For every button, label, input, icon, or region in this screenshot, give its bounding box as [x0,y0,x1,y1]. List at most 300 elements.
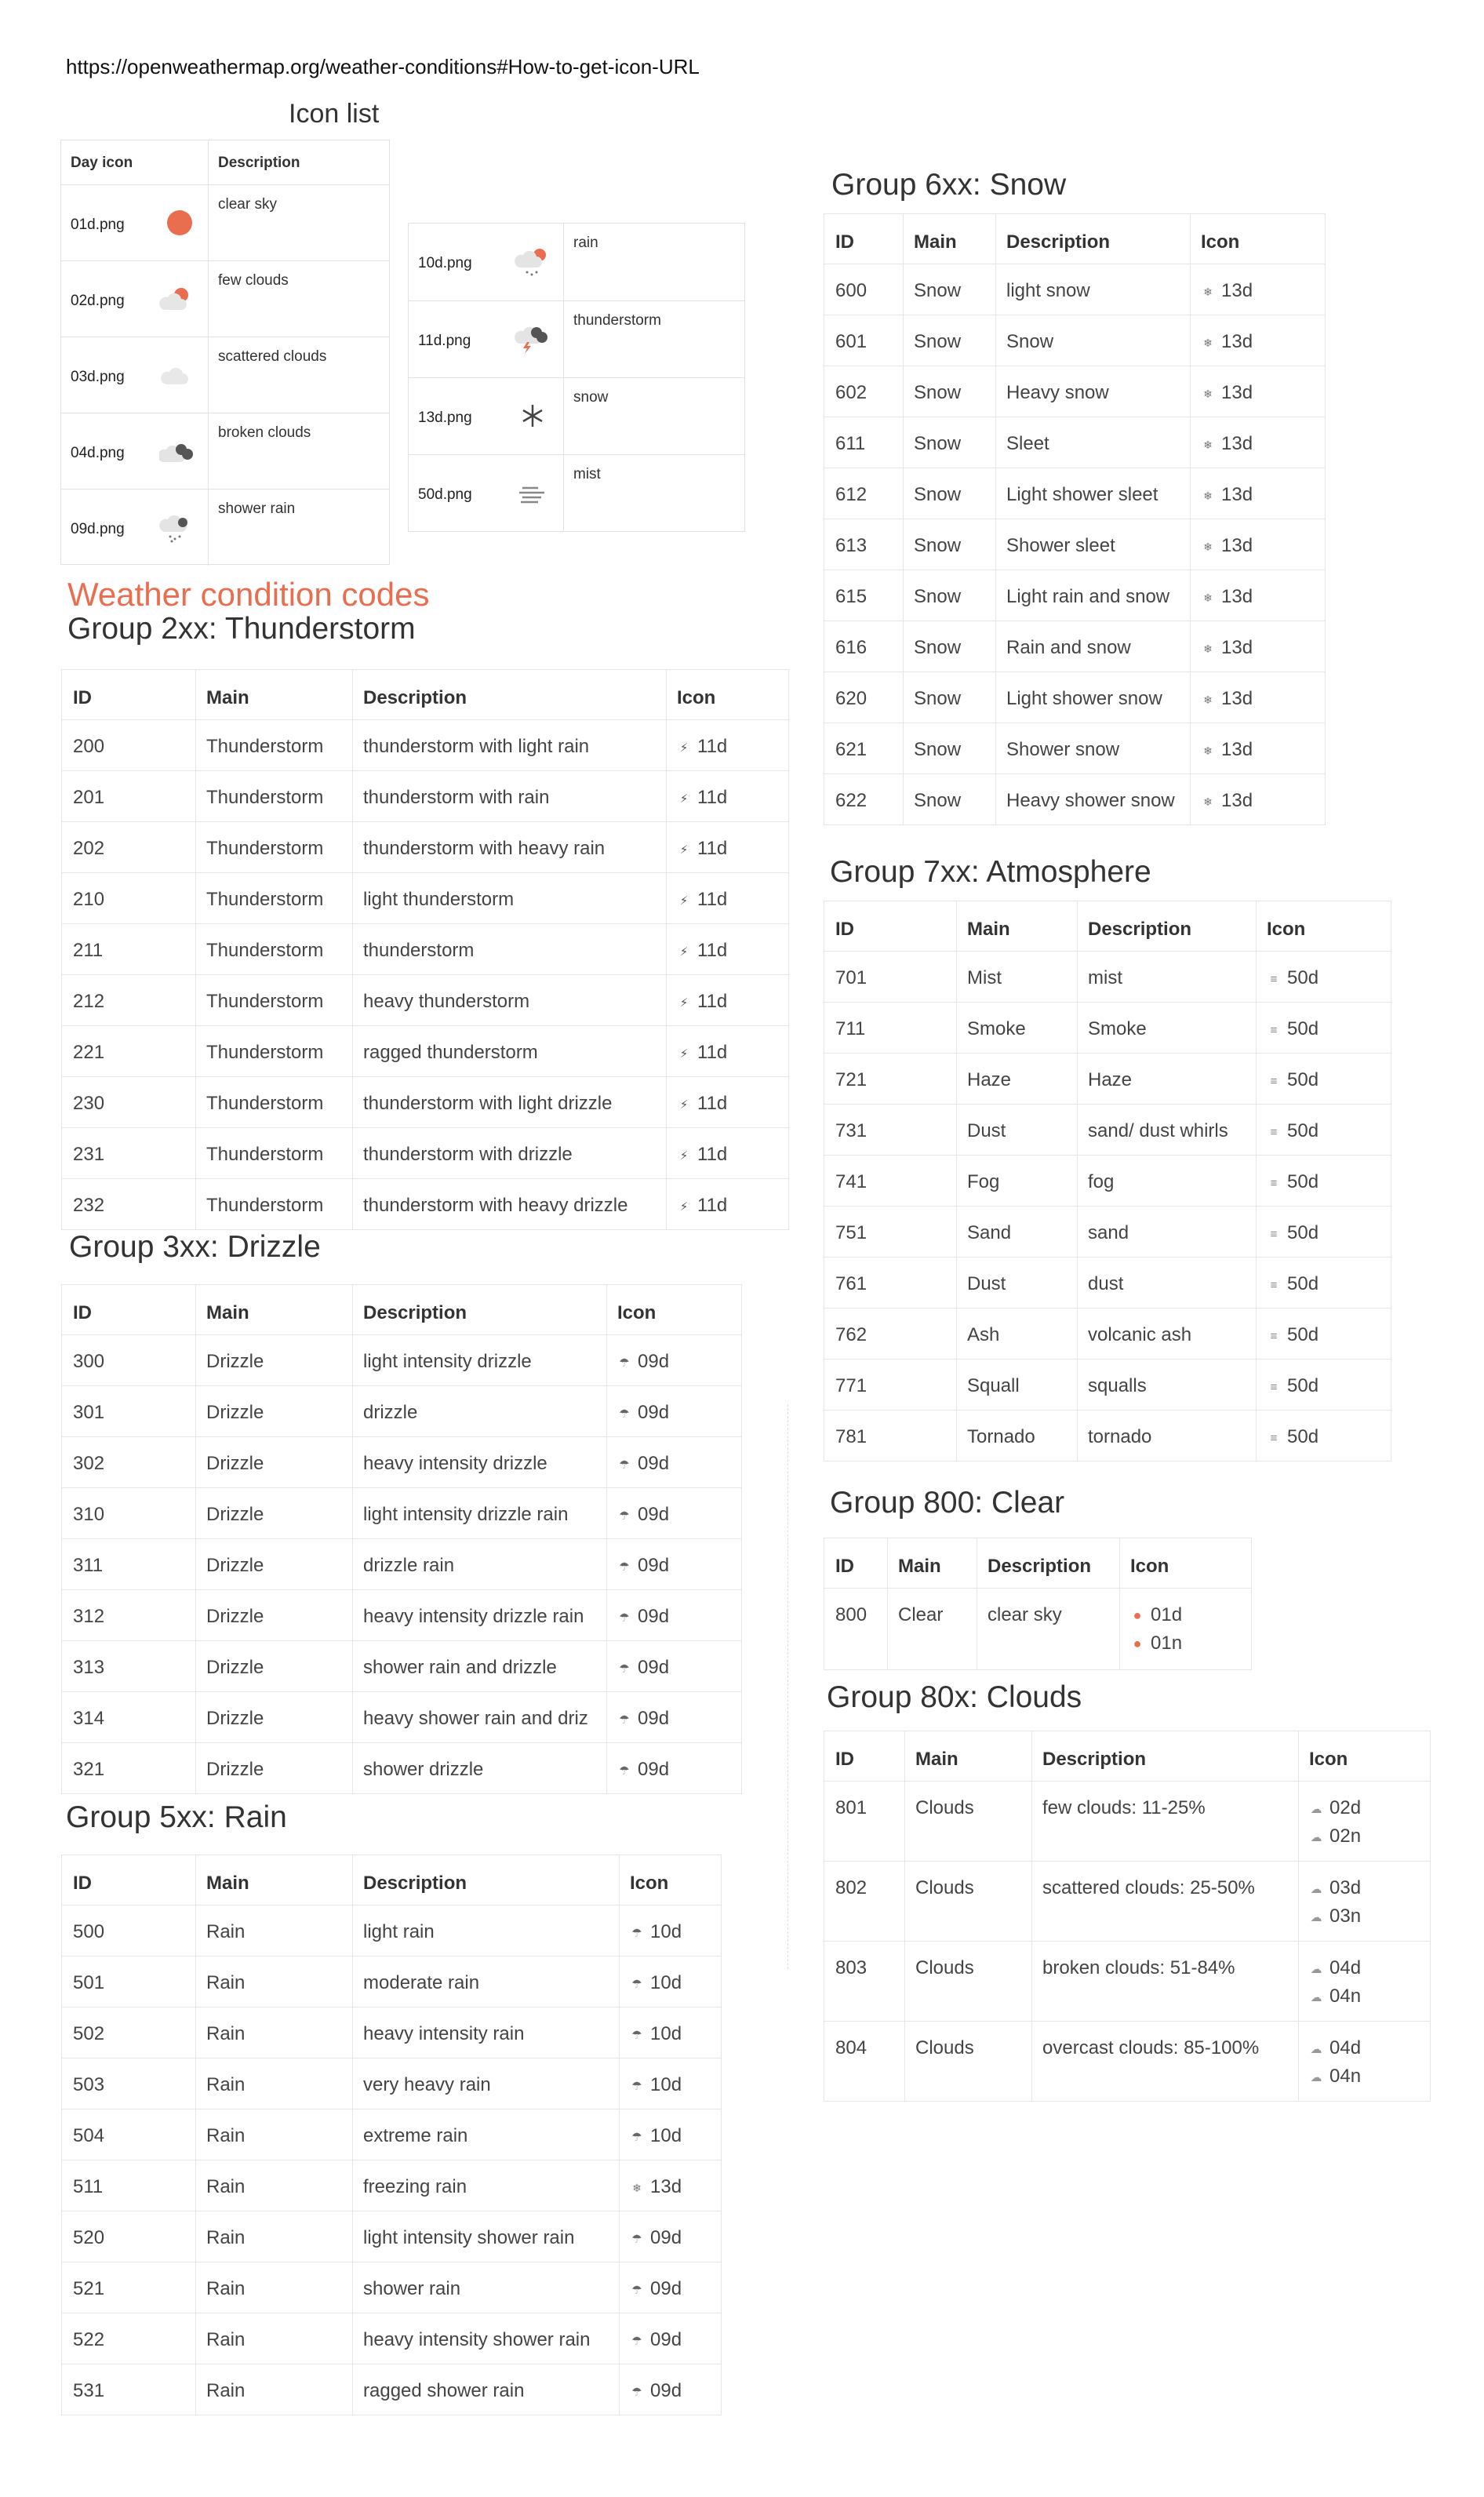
row-main: Drizzle [206,1657,264,1678]
sun-icon: ● [1133,1607,1142,1623]
row-id: 501 [73,1972,105,1993]
icon-code: 13d [1221,535,1253,556]
row-description: light intensity drizzle rain [363,1504,569,1525]
row-description: Light shower snow [1006,688,1162,709]
row-id: 503 [73,2074,105,2095]
row-id: 711 [835,1018,866,1039]
table-header [62,669,788,720]
icon-code: 13d [1221,586,1253,607]
header-icon: Icon [617,1302,657,1323]
header-icon: Icon [630,1873,669,1894]
shower-rain-icon: ☂ [619,1407,630,1421]
snowflake-icon: ❄ [1203,591,1213,604]
row-description: ragged thunderstorm [363,1042,538,1063]
table-row [62,1025,788,1077]
row-icon [1199,688,1253,710]
table-row [62,1178,788,1230]
row-icon [675,787,727,809]
icon-list-row [61,260,389,337]
thunderstorm-icon [515,323,551,355]
table-row [62,2109,721,2160]
icon-code: 11d [697,736,728,757]
icon-code: 10d [650,1972,682,1993]
row-id: 521 [73,2278,105,2299]
divider [787,1404,789,1969]
row-main: Drizzle [206,1555,264,1576]
icon-code: 10d [650,2125,682,2146]
row-icon [1199,382,1253,404]
row-id: 751 [835,1222,867,1243]
icon-code: 13d [1221,280,1253,301]
icon-description: rain [573,235,598,251]
row-main: Snow [914,637,962,658]
icon-file-name: 02d.png [71,293,125,309]
cloud-icon: ☁ [1310,1883,1322,1896]
row-icon [628,2074,682,2096]
icon-code: 04d [1329,1957,1362,1978]
row-id: 701 [835,967,867,988]
header-main: Main [915,1749,958,1770]
shower-rain-icon: ☂ [619,1458,630,1472]
icon-code: 09d [650,2227,682,2248]
row-description: light thunderstorm [363,889,515,910]
snowflake-icon [515,400,551,431]
row-description: Rain and snow [1006,637,1131,658]
row-main: Drizzle [206,1402,264,1423]
row-description: few clouds: 11-25% [1042,1797,1206,1818]
table-row [62,923,788,975]
table-row [62,2007,721,2058]
row-description: light rain [363,1921,435,1942]
row-main: Drizzle [206,1453,264,1474]
row-main: Thunderstorm [206,736,324,757]
table-header [824,1538,1251,1589]
snowflake-icon: ❄ [1203,439,1213,451]
row-icon [616,1606,669,1628]
group-7xx-table [824,901,1391,1461]
row-id: 511 [73,2176,104,2197]
row-main: Snow [914,331,962,352]
row-description: Sleet [1006,433,1049,454]
rain-icon [515,246,551,277]
row-description: Heavy snow [1006,382,1109,403]
row-description: Snow [1006,331,1054,352]
row-icon [675,736,727,758]
header-icon: Icon [1267,919,1306,940]
row-icon [616,1351,669,1373]
table-row [824,951,1391,1003]
snowflake-icon: ❄ [1203,337,1213,349]
row-main: Dust [967,1273,1006,1294]
icon-description: clear sky [218,196,277,213]
row-icon [675,889,727,911]
icon-description: scattered clouds [218,348,327,365]
table-row [824,1104,1391,1156]
icon-list-row [61,489,389,566]
header-id: ID [835,1556,854,1577]
icon-code: 11d [697,889,728,910]
row-id: 601 [835,331,867,352]
table-row [824,723,1325,774]
row-main: Rain [206,2176,246,2197]
icon-file-name: 13d.png [418,409,472,426]
table-row [824,1308,1391,1360]
table-row [62,770,788,822]
row-id: 802 [835,1877,867,1898]
shower-rain-icon: ☂ [619,1356,630,1370]
icon-list-row [409,377,744,455]
header-main: Main [914,231,957,253]
row-main: Drizzle [206,1351,264,1372]
group-5xx-title: Group 5xx: Rain [66,1800,287,1834]
row-description: thunderstorm with heavy drizzle [363,1195,628,1216]
row-description: heavy intensity drizzle [363,1453,547,1474]
icon-description: snow [573,389,609,406]
row-icon [1265,1222,1319,1244]
row-description: light intensity drizzle [363,1351,532,1372]
header-id: ID [73,1873,92,1894]
row-description: heavy intensity rain [363,2023,525,2044]
row-main: Snow [914,535,962,556]
row-main: Clouds [915,1797,974,1818]
table-header [824,1731,1430,1782]
row-icon [628,1921,682,1943]
row-description: heavy intensity drizzle rain [363,1606,584,1627]
shower-rain-icon: ☂ [619,1560,630,1574]
row-icon [628,2329,682,2351]
row-icon [1308,2066,1361,2088]
row-icon [1265,967,1319,989]
row-main: Tornado [967,1426,1035,1447]
icon-code: 11d [697,1093,728,1114]
row-icon [628,2227,682,2249]
row-main: Thunderstorm [206,1093,324,1114]
shower-rain-icon: ☂ [619,1713,630,1727]
header-desc: Description [363,1873,467,1894]
row-icon [1199,586,1253,608]
table-row [824,1002,1391,1054]
row-icon [628,2278,682,2300]
row-description: freezing rain [363,2176,467,2197]
rain-icon: ☂ [631,2029,642,2042]
icon-list-row [61,337,389,413]
row-main: Snow [914,790,962,811]
row-id: 622 [835,790,867,811]
cloud-icon: ☁ [1310,2043,1322,2056]
row-description: drizzle [363,1402,418,1423]
table-row [824,519,1325,570]
row-id: 761 [835,1273,867,1294]
row-description: dust [1088,1273,1124,1294]
group-800-title: Group 800: Clear [830,1486,1065,1520]
table-row [824,264,1325,315]
row-icon [675,1144,727,1166]
row-main: Rain [206,2227,246,2248]
table-row [62,719,788,771]
row-id: 300 [73,1351,105,1372]
row-description: fog [1088,1171,1115,1192]
row-id: 804 [835,2037,867,2058]
row-description: clear sky [988,1604,1062,1625]
header-main: Main [206,1873,249,1894]
icon-code: 11d [697,787,728,808]
row-description: shower rain [363,2278,461,2299]
snowflake-icon: ❄ [1203,642,1213,655]
row-main: Snow [914,433,962,454]
row-description: thunderstorm with light rain [363,736,590,757]
table-row [824,2021,1430,2102]
row-description: squalls [1088,1375,1147,1396]
table-row [62,2058,721,2109]
shower-rain-icon [159,511,195,543]
row-main: Smoke [967,1018,1026,1039]
header-desc: Description [988,1556,1092,1577]
icon-code: 09d [638,1657,670,1678]
row-id: 620 [835,688,867,709]
table-row [62,1640,741,1692]
row-icon [1199,637,1253,659]
mist-icon: ≡ [1270,973,1278,986]
row-description: heavy thunderstorm [363,991,530,1012]
row-id: 616 [835,637,867,658]
row-description: drizzle rain [363,1555,455,1576]
row-description: thunderstorm with rain [363,787,550,808]
row-id: 231 [73,1144,105,1165]
row-description: broken clouds: 51-84% [1042,1957,1235,1978]
row-icon [1199,280,1253,302]
row-icon [675,991,727,1013]
header-id: ID [835,1749,854,1770]
icon-code: 01n [1151,1633,1183,1654]
row-icon [1308,1957,1361,1979]
row-icon [1265,1426,1319,1448]
row-icon [616,1453,669,1475]
row-id: 801 [835,1797,867,1818]
icon-code: 11d [697,838,728,859]
thunderstorm-icon: ⚡ [679,843,689,857]
icon-list-row [409,224,744,300]
row-main: Thunderstorm [206,991,324,1012]
thunderstorm-icon: ⚡ [679,792,689,806]
row-description: Smoke [1088,1018,1147,1039]
row-description: Haze [1088,1069,1133,1090]
row-id: 311 [73,1555,104,1576]
col-description: Description [218,155,300,171]
row-icon [616,1759,669,1781]
icon-code: 50d [1287,1120,1319,1141]
row-main: Dust [967,1120,1006,1141]
row-description: ragged shower rain [363,2380,525,2401]
row-main: Clear [898,1604,944,1625]
row-icon [628,2380,682,2402]
table-row [62,974,788,1026]
row-id: 221 [73,1042,105,1063]
row-main: Drizzle [206,1759,264,1780]
icon-code: 11d [697,991,728,1012]
row-main: Drizzle [206,1708,264,1729]
icon-list-row [61,184,389,261]
row-icon [1308,1877,1361,1899]
icon-code: 50d [1287,1018,1319,1039]
row-main: Thunderstorm [206,940,324,961]
icon-code: 09d [638,1759,670,1780]
thunderstorm-icon: ⚡ [679,1200,689,1214]
icon-code: 09d [650,2380,682,2401]
table-row [62,2262,721,2313]
row-description: shower rain and drizzle [363,1657,557,1678]
icon-code: 10d [650,1921,682,1942]
row-description: volcanic ash [1088,1324,1192,1345]
row-id: 602 [835,382,867,403]
table-row [824,366,1325,417]
snowflake-icon: ❄ [1203,541,1213,553]
row-description: mist [1088,967,1122,988]
row-description: thunderstorm with heavy rain [363,838,606,859]
row-description: heavy intensity shower rain [363,2329,591,2350]
shower-rain-icon: ☂ [619,1509,630,1523]
header-id: ID [73,1302,92,1323]
row-id: 613 [835,535,867,556]
snowflake-icon: ❄ [1203,388,1213,400]
icon-file-name: 10d.png [418,255,472,271]
icon-file-name: 03d.png [71,369,125,385]
row-main: Rain [206,2278,246,2299]
row-icon [616,1555,669,1577]
icon-code: 09d [638,1402,670,1423]
mist-icon: ≡ [1270,1126,1278,1139]
snowflake-icon: ❄ [1203,490,1213,502]
row-id: 504 [73,2125,105,2146]
group-7xx-title: Group 7xx: Atmosphere [830,855,1151,889]
row-icon [616,1657,669,1679]
table-row [62,2313,721,2364]
col-day-icon: Day icon [71,155,133,171]
row-description: Shower sleet [1006,535,1115,556]
group-6xx-table [824,213,1326,825]
row-id: 500 [73,1921,105,1942]
icon-code: 50d [1287,1171,1319,1192]
row-id: 321 [73,1759,105,1780]
section-title: Weather condition codes [67,576,430,613]
row-id: 202 [73,838,105,859]
table-row [62,821,788,873]
row-main: Rain [206,2380,246,2401]
group-6xx-title: Group 6xx: Snow [831,168,1067,202]
icon-code: 11d [697,1144,728,1165]
table-header [824,901,1391,952]
shower-rain-icon: ☂ [631,2284,642,2297]
shower-rain-icon: ☂ [619,1611,630,1625]
shower-rain-icon: ☂ [619,1662,630,1676]
page-url[interactable]: https://openweathermap.org/weather-conditions#How-to-get-icon-URL [66,55,700,78]
cloud-icon: ☁ [1310,1991,1322,2004]
icon-list-right-table [408,223,745,532]
icon-description: mist [573,466,601,482]
row-main: Drizzle [206,1504,264,1525]
thunderstorm-icon: ⚡ [679,1047,689,1061]
icon-code: 09d [638,1453,670,1474]
icon-code: 09d [638,1555,670,1576]
snowflake-icon: ❄ [1203,286,1213,298]
group-800-table [824,1538,1252,1670]
icon-code: 50d [1287,1375,1319,1396]
group-3xx-title: Group 3xx: Drizzle [69,1230,321,1264]
icon-code: 10d [650,2023,682,2044]
icon-code: 11d [697,1042,728,1063]
row-main: Snow [914,739,962,760]
header-id: ID [835,919,854,940]
icon-code: 50d [1287,967,1319,988]
header-icon: Icon [1201,231,1240,253]
thunderstorm-icon: ⚡ [679,894,689,908]
table-row [824,672,1325,723]
row-description: extreme rain [363,2125,468,2146]
icon-code: 50d [1287,1324,1319,1345]
row-description: heavy shower rain and driz [363,1708,588,1729]
table-row [62,2364,721,2415]
row-icon [1265,1171,1319,1193]
table-row [62,2211,721,2262]
table-row [62,1127,788,1179]
icon-file-name: 04d.png [71,445,125,461]
row-icon [1265,1018,1319,1040]
row-icon [616,1402,669,1424]
row-description: light intensity shower rain [363,2227,575,2248]
row-description: overcast clouds: 85-100% [1042,2037,1260,2058]
table-row [62,1436,741,1488]
row-main: Snow [914,586,962,607]
icon-code: 50d [1287,1273,1319,1294]
row-description: Shower snow [1006,739,1120,760]
header-id: ID [835,231,854,253]
icon-file-name: 01d.png [71,217,125,233]
icon-code: 04n [1329,2066,1362,2087]
row-id: 314 [73,1708,105,1729]
row-main: Ash [967,1324,1000,1345]
icon-code: 03d [1329,1877,1362,1898]
row-id: 621 [835,739,867,760]
row-id: 741 [835,1171,867,1192]
row-icon [675,1042,727,1064]
row-main: Haze [967,1069,1012,1090]
icon-code: 13d [1221,688,1253,709]
row-icon [1199,535,1253,557]
icon-code: 09d [650,2329,682,2350]
icon-list-row [409,300,744,378]
row-description: Heavy shower snow [1006,790,1175,811]
row-icon [1199,331,1253,353]
few-clouds-icon [159,283,195,315]
table-row [824,1781,1430,1862]
cloud-icon: ☁ [1310,1803,1322,1816]
row-icon [1265,1324,1319,1346]
icon-list-header [61,140,389,184]
row-id: 600 [835,280,867,301]
table-row [824,1257,1391,1309]
row-main: Rain [206,1972,246,1993]
row-icon [628,1972,682,1994]
row-icon [616,1708,669,1730]
row-description: thunderstorm [363,940,475,961]
row-id: 781 [835,1426,867,1447]
icon-code: 09d [638,1708,670,1729]
icon-list-title: Icon list [289,99,380,129]
row-icon [616,1504,669,1526]
mist-icon: ≡ [1270,1432,1278,1445]
header-icon: Icon [677,687,716,708]
table-header [824,213,1325,264]
row-id: 200 [73,736,105,757]
